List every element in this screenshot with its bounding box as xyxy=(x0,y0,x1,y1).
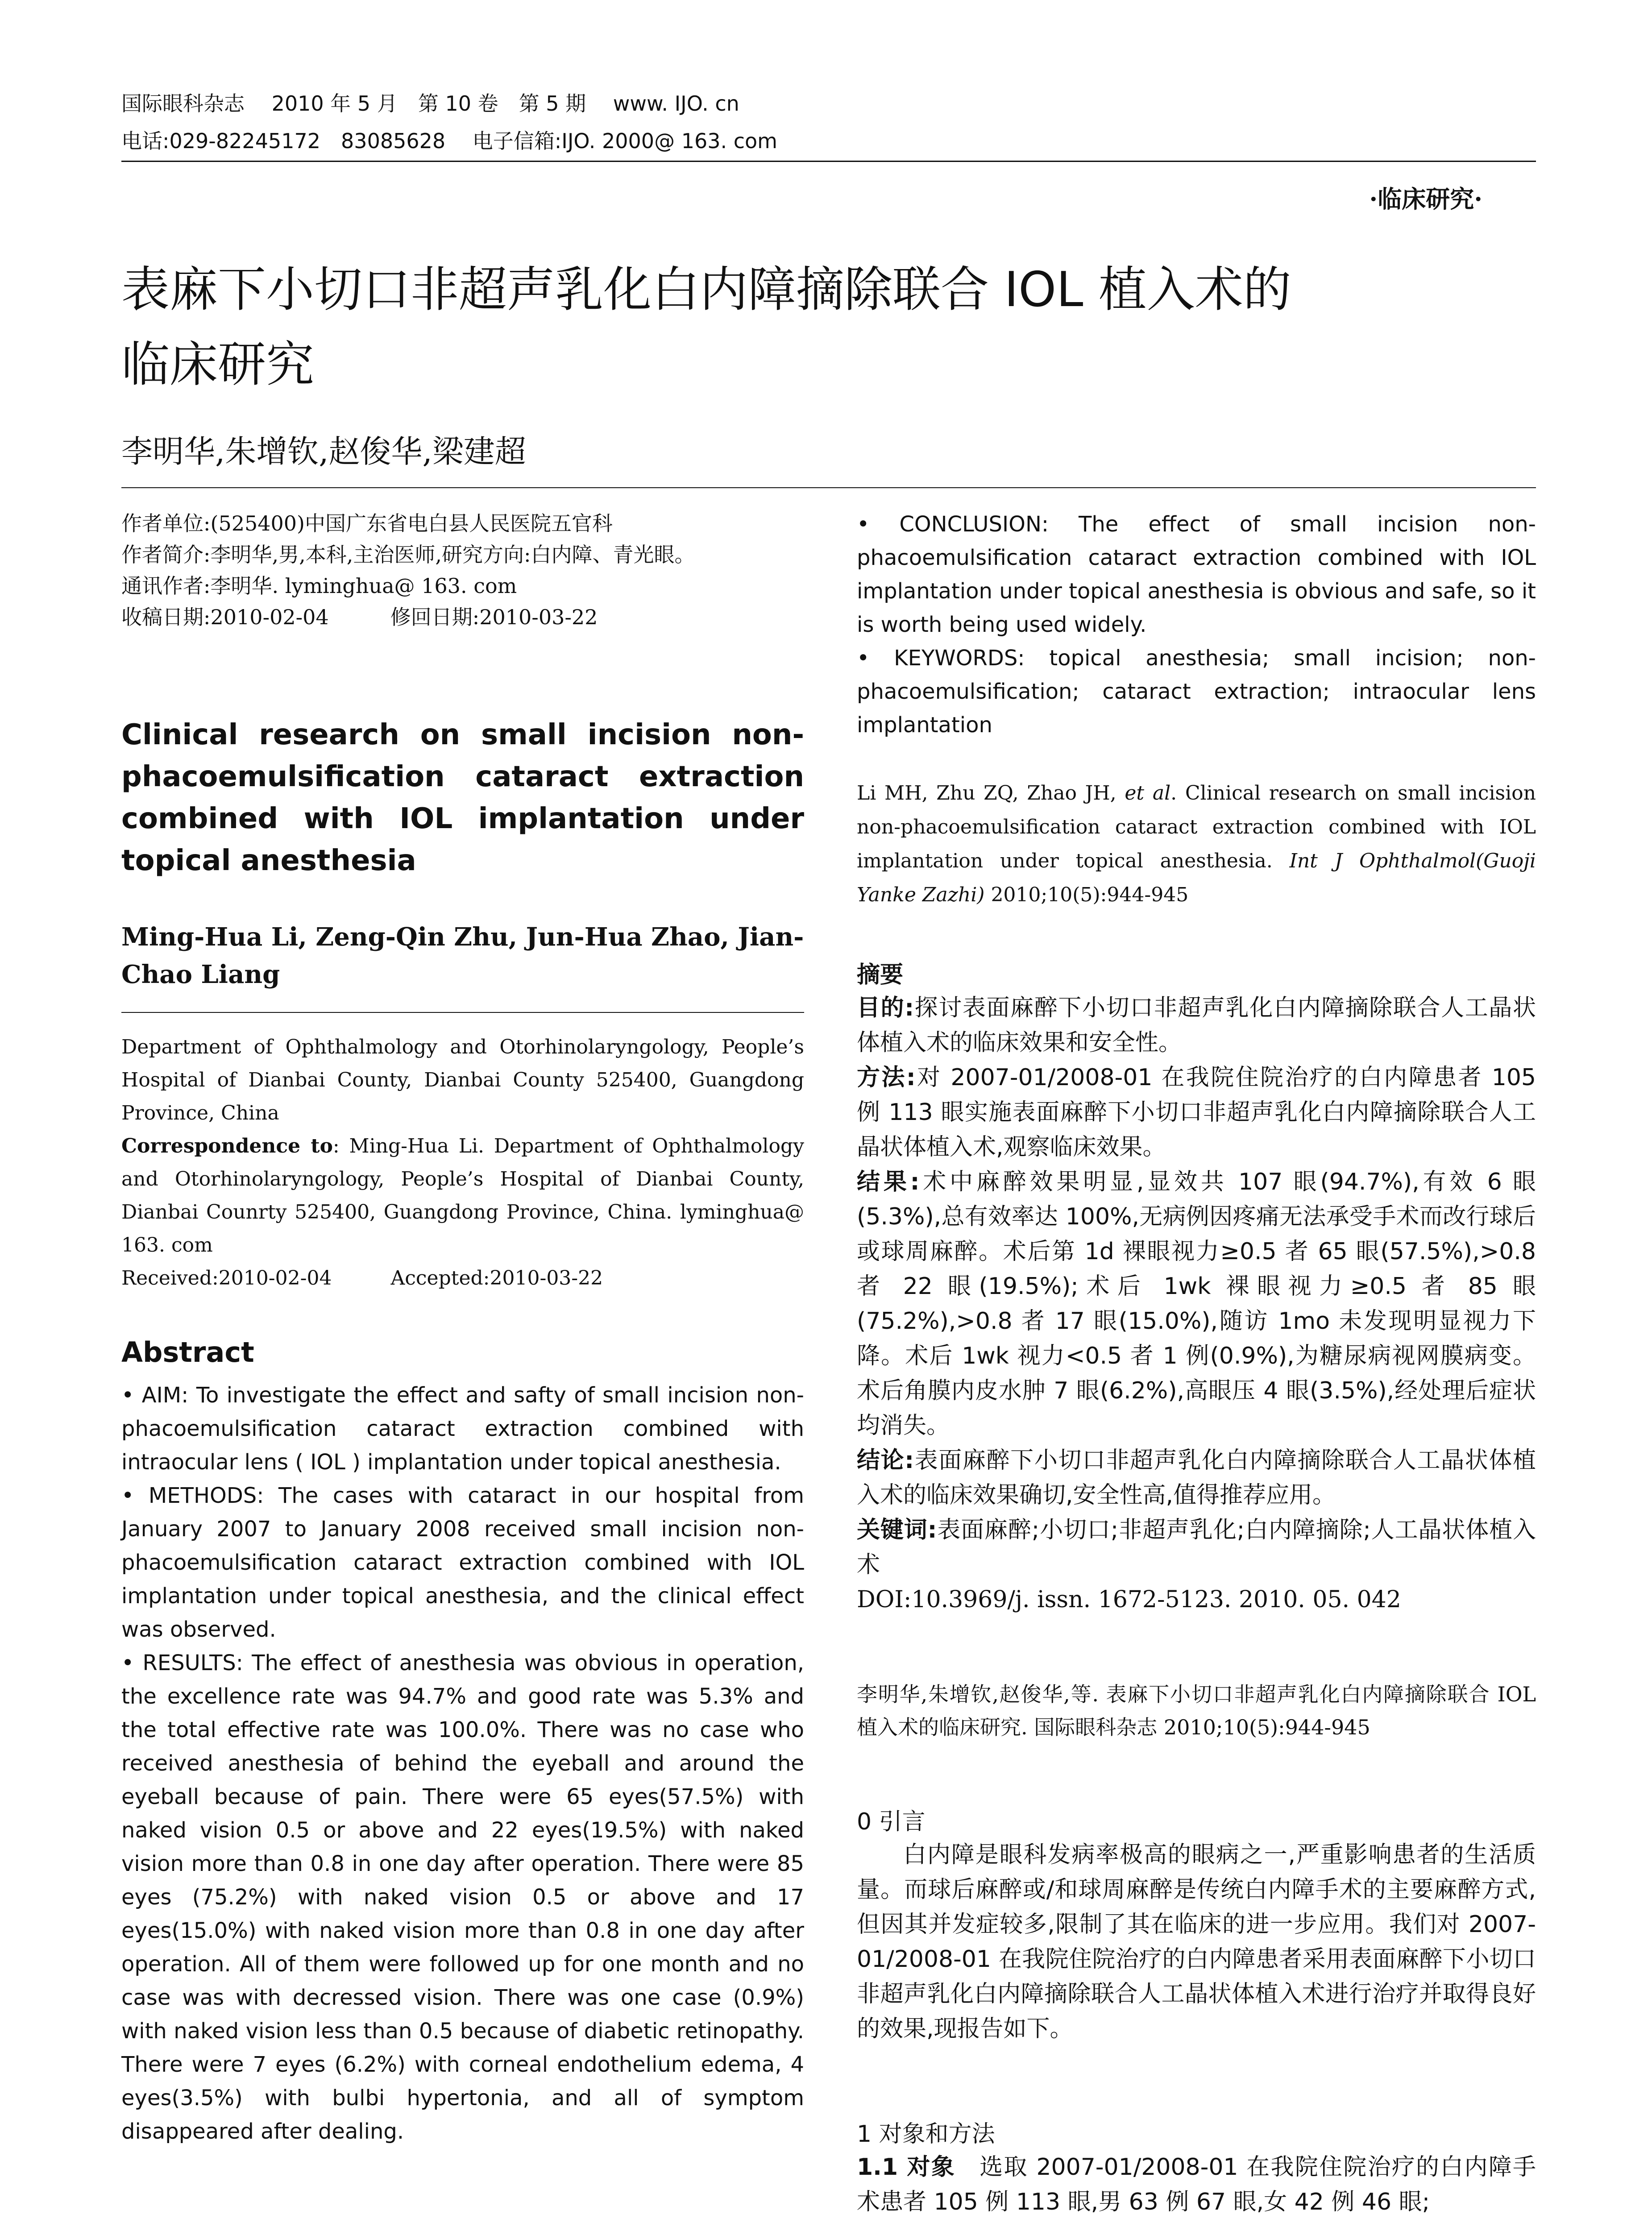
cn-aim-text: 探讨表面麻醉下小切口非超声乳化白内障摘除联合人工晶状体植入术的临床效果和安全性。 xyxy=(857,995,1536,1056)
section-tag: ·临床研究· xyxy=(1369,185,1482,213)
abstract-heading: Abstract xyxy=(121,1336,254,1368)
department: Department of Ophthalmology and Otorhinolaryngology, People’s Hospital of Dianbai County, Dianbai County 525400, Guangdong Province, China xyxy=(121,1036,804,1124)
citation-journal: Int J Ophthalmol(Guoji Yanke Zazhi) xyxy=(857,850,1536,906)
cn-methods xyxy=(857,1060,1536,1165)
journal-header-line1: 国际眼科杂志 2010 年 5 月 第 10 卷 第 5 期 www. IJO. cn xyxy=(121,91,739,116)
methods-heading: 1 对象和方法 xyxy=(857,2121,995,2148)
author-bio: 作者简介:李明华,男,本科,主治医师,研究方向:白内障、青光眼。 xyxy=(121,543,695,567)
cn-results-label: 结果: xyxy=(857,1169,920,1195)
correspondence-text: : Ming-Hua Li. Department of Ophthalmology and Otorhinolaryngology, People’s Hospital of Dianbai County, Dianbai Counrty 525400, Guangdong Province, China. lyminghua@ 163. com xyxy=(121,1135,805,1256)
author-unit: 作者单位:(525400)中国广东省电白县人民医院五官科 xyxy=(121,511,613,535)
title-cn-line1: 表麻下小切口非超声乳化白内障摘除联合 IOL 植入术的 xyxy=(121,262,1291,318)
cn-keywords-label: 关键词: xyxy=(857,1517,937,1543)
title-cn xyxy=(121,253,1540,402)
cn-conclusion-label: 结论: xyxy=(857,1447,914,1474)
cn-aim-label: 目的: xyxy=(857,995,914,1021)
abstract-continued xyxy=(857,508,1536,742)
abstract-conclusion: • CONCLUSION: The effect of small incision non-phacoemulsification cataract extraction combined with IOL implantation under topical anesthesia is obvious and safe, so it is worth being used widely. xyxy=(857,512,1536,637)
english-title: Clinical research on small incision non-phacoemulsification cataract extraction combined with IOL implantation under topical anesthesia xyxy=(121,718,804,877)
chinese-citation: 李明华,朱增钦,赵俊华,等. 表麻下小切口非超声乳化白内障摘除联合 IOL 植入术的临床研究. 国际眼科杂志 2010;10(5):944-945 xyxy=(857,1682,1536,1739)
intro-text: 白内障是眼科发病率极高的眼病之一,严重影响患者的生活质量。而球后麻醉或/和球周麻醉是传统白内障手术的主要麻醉方式,但因其并发症较多,限制了其在临床的进一步应用。我们对 2007-01/2008-01 在我院住院治疗的白内障患者采用表面麻醉下小切口非超声乳化白内障摘除联合人工晶状体植入术进行治疗并取得良好的效果,现报告如下。 xyxy=(857,1841,1536,2042)
cn-aim xyxy=(857,991,1536,1060)
methods-sub-label: 1.1 对象 xyxy=(857,2154,955,2181)
title-cn-line2: 临床研究 xyxy=(121,337,315,393)
correspondence-label: Correspondence to xyxy=(121,1135,333,1157)
cn-conclusion xyxy=(857,1443,1536,1513)
english-authors-rule xyxy=(121,1012,804,1013)
citation-authors: Li MH, Zhu ZQ, Zhao JH, xyxy=(857,782,1117,804)
authors-rule xyxy=(121,487,1536,488)
received-accepted: Received:2010-02-04 Accepted:2010-03-22 xyxy=(121,1267,603,1290)
methods-sub-text: 选取 2007-01/2008-01 在我院住院治疗的白内障手术患者 105 例 113 眼,男 63 例 67 眼,女 42 例 46 眼; xyxy=(857,2154,1536,2215)
header-rule xyxy=(121,161,1536,162)
intro-heading: 0 引言 xyxy=(857,1808,926,1835)
abstract-results: • RESULTS: The effect of anesthesia was obvious in operation, the excellence rate was 94.7% and good rate was 5.3% and the total effective rate was 100.0%. There was no case who received anesthesia of behind the eyeball and around the eyeball because of pain. There were 65 eyes(57.5%) with naked vision 0.5 or above and 22 eyes(19.5%) with naked vision more than 0.8 in one day after operation. There were 85 eyes (75.2%) with naked vision 0.5 or above and 17 eyes(15.0%) with naked vision more than 0.8 in one day after operation. All of them were followed up for one month and no case was with decressed vision. There was one case (0.9%) with naked vision less than 0.5 because of diabetic retinopathy. There were 7 eyes (6.2%) with corneal endothelium edema, 4 eyes(3.5%) with bulbi hypertonia, and all of symptom disappeared after dealing. xyxy=(121,1650,804,2144)
correspondence xyxy=(121,1130,804,1262)
abstract-aim: • AIM: To investigate the effect and safty of small incision non-phacoemulsification cataract extraction combined with intraocular lens ( IOL ) implantation under topical anesthesia. xyxy=(121,1383,804,1475)
citation-etal: et al xyxy=(1125,782,1171,804)
citation-title: . Clinical research on small incision non-phacoemulsification cataract extraction combined with IOL implantation under topical anesthesia. xyxy=(857,782,1536,872)
corresponding-author: 通讯作者:李明华. lyminghua@ 163. com xyxy=(121,574,517,598)
cn-results xyxy=(857,1165,1536,1443)
author-meta xyxy=(121,508,804,633)
cn-keywords-text: 表面麻醉;小切口;非超声乳化;白内障摘除;人工晶状体植入术 xyxy=(857,1517,1536,1578)
english-citation xyxy=(857,776,1536,912)
abstract-keywords: • KEYWORDS: topical anesthesia; small incision; non-phacoemulsification; cataract extraction; intraocular lens implantation xyxy=(857,646,1536,738)
english-authors: Ming-Hua Li, Zeng-Qin Zhu, Jun-Hua Zhao, Jian-Chao Liang xyxy=(121,922,804,989)
abstract-body xyxy=(121,1379,804,2148)
cn-methods-text: 对 2007-01/2008-01 在我院住院治疗的白内障患者 105 例 113 眼实施表面麻醉下小切口非超声乳化白内障摘除联合人工晶状体植入术,观察临床效果。 xyxy=(857,1064,1536,1161)
methods-subject xyxy=(857,2150,1536,2219)
journal-header-line2: 电话:029-82245172 83085628 电子信箱:IJO. 2000@ 163. com xyxy=(121,129,777,153)
cn-doi: DOI:10.3969/j. issn. 1672-5123. 2010. 05. 042 xyxy=(857,1586,1401,1613)
cn-conclusion-text: 表面麻醉下小切口非超声乳化白内障摘除联合人工晶状体植入术的临床效果确切,安全性高,值得推荐应用。 xyxy=(857,1447,1536,1509)
abstract-methods: • METHODS: The cases with cataract in our hospital from January 2007 to January 2008 received small incision non-phacoemulsification cataract extraction combined with IOL implantation under topical anesthesia, and the clinical effect was observed. xyxy=(121,1483,804,1642)
cn-keywords xyxy=(857,1513,1536,1582)
citation-volume: 2010;10(5):944-945 xyxy=(984,883,1189,906)
cn-methods-label: 方法: xyxy=(857,1064,916,1091)
received-revised-dates: 收稿日期:2010-02-04 修回日期:2010-03-22 xyxy=(121,605,598,629)
affiliation-block xyxy=(121,1031,804,1295)
cn-abstract-heading: 摘要 xyxy=(857,962,904,988)
cn-results-text: 术中麻醉效果明显,显效共 107 眼(94.7%),有效 6 眼(5.3%),总有效率达 100%,无病例因疼痛无法承受手术而改行球后或球周麻醉。术后第 1d 裸眼视力≥0.5 者 65 眼(57.5%),>0.8 者 22 眼(19.5%);术后 1wk 裸眼视力≥0.5 者 85 眼(75.2%),>0.8 者 17 眼(15.0%),随访 1mo 未发现明显视力下降。术后 1wk 视力<0.5 者 1 例(0.9%),为糖尿病视网膜病变。术后角膜内皮水肿 7 眼(6.2%),高眼压 4 眼(3.5%),经处理后症状均消失。 xyxy=(857,1169,1536,1439)
cn-abstract-body xyxy=(857,991,1536,1617)
authors-cn: 李明华,朱增钦,赵俊华,梁建超 xyxy=(121,433,526,470)
